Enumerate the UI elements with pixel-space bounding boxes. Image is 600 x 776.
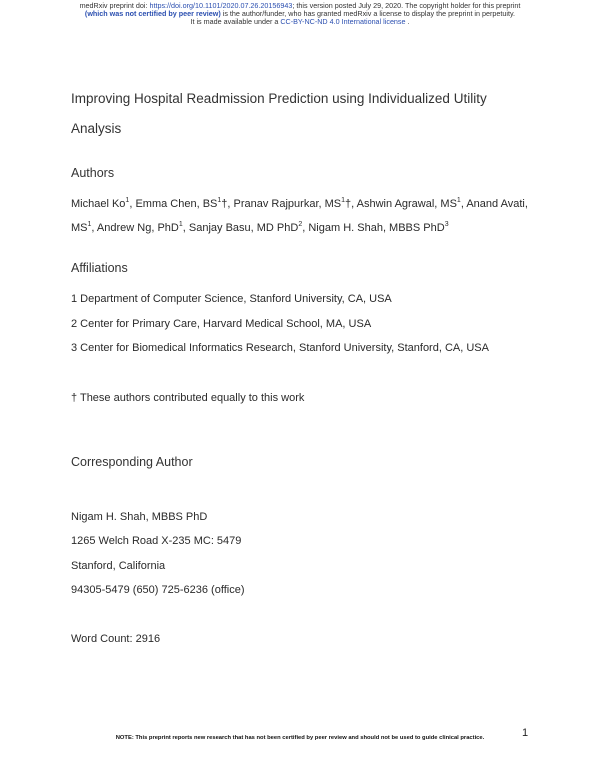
affiliations-heading: Affiliations (71, 261, 128, 275)
paper-title-line-2: Analysis (71, 121, 122, 136)
author-ko: Michael Ko$^1$, (71, 197, 136, 210)
corresponding-author-city: Stanford, California (71, 560, 166, 572)
license-prefix: It is made available under a (190, 17, 281, 26)
author-rajpurkar: Pranav Rajpurkar, $MS^1\dagger$, (233, 197, 357, 210)
affiliation-item: 3 Center for Biomedical Informatics Research, Stanford University, Stanford, CA, USA (71, 342, 489, 354)
authors-line-1 (71, 198, 528, 210)
author-agrawal: Ashwin Agrawal, $MS^1$, (356, 197, 467, 210)
license-suffix: . (405, 17, 410, 26)
corresponding-author-heading: Corresponding Author (71, 455, 193, 469)
corresponding-author-address: 1265 Welch Road X-235 MC: 5479 (71, 535, 242, 547)
preprint-footer-note: NOTE: This preprint reports new research that has not been certified by peer review and should not be used to guide clinical practice. (115, 735, 485, 741)
header-prefix: medRxiv preprint doi: (79, 1, 150, 10)
peer-review-notice: (which was not certified by peer review) (84, 9, 221, 18)
author-avati: Anand Avati, (466, 198, 528, 210)
license-link[interactable]: CC-BY-NC-ND 4.0 International license (280, 17, 406, 26)
author-ng: Andrew Ng, PhD$^1$, (96, 221, 189, 234)
corresponding-author-contact: 94305-5479 (650) 725-6236 (office) (71, 584, 245, 596)
word-count: Word Count: 2916 (71, 633, 161, 645)
corresponding-author-name: Nigam H. Shah, MBBS PhD (71, 511, 208, 523)
affiliation-item: 1 Department of Computer Science, Stanford University, CA, USA (71, 293, 392, 305)
affiliation-item: 2 Center for Primary Care, Harvard Medical School, MA, USA (71, 318, 372, 330)
author-basu: Sanjay Basu, MD PhD$^2$, (188, 221, 309, 234)
preprint-header-line-3 (0, 18, 600, 26)
author-chen: Emma Chen, $BS^1\dagger$, (135, 197, 234, 210)
paper-title-line-1: Improving Hospital Readmission Prediction using Individualized Utility (71, 91, 487, 106)
author-shah: Nigam H. Shah, MBBS PhD$^3$ (308, 221, 449, 234)
authors-heading: Authors (71, 166, 115, 180)
author-avati-degree: $MS^1$, (71, 221, 97, 234)
doi-link[interactable]: https://doi.org/10.1101/2020.07.26.20156943 (149, 1, 293, 10)
page-number: 1 (522, 727, 529, 739)
equal-contribution-note: † These authors contributed equally to this work (71, 392, 305, 404)
license-statement: is the author/funder, who has granted medRxiv a license to display the preprint in perpetuity. (220, 9, 516, 18)
authors-line-2 (71, 222, 449, 234)
header-suffix: ; this version posted July 29, 2020. The copyright holder for this preprint (292, 1, 521, 10)
